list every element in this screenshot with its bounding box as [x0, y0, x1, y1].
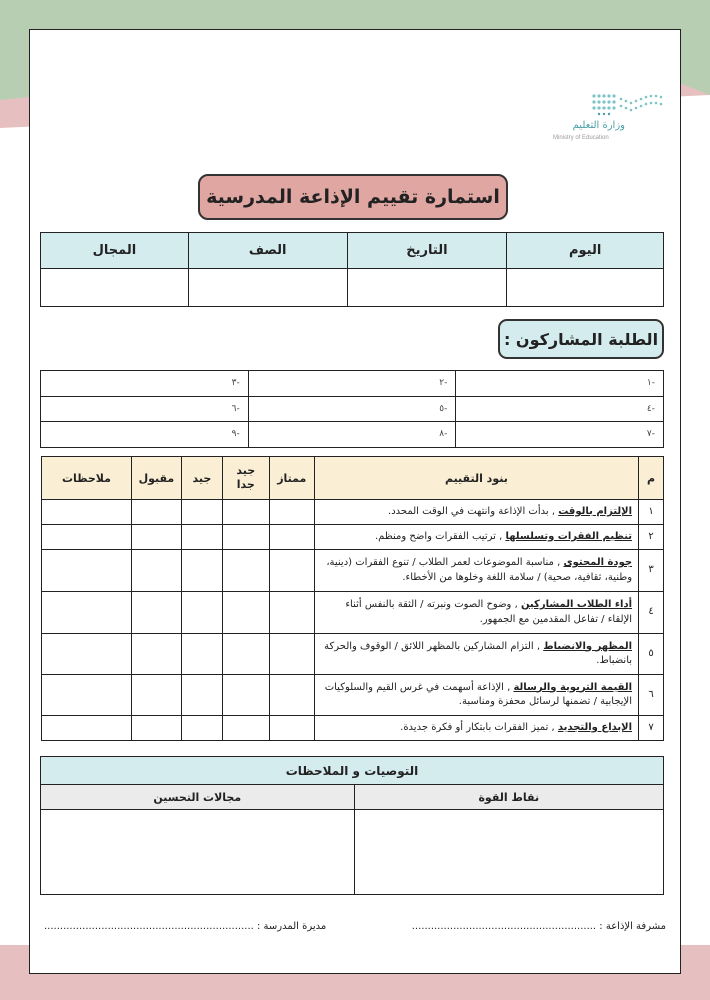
evaluation-item	[314, 550, 638, 592]
item-title: تنظيم الفقرات وتسلسلها	[505, 530, 633, 542]
field-header: المجال	[41, 233, 189, 269]
evaluation-row	[42, 716, 664, 741]
evaluation-row	[42, 634, 664, 675]
item-text: , بدأت الإذاعة وانتهت في الوقت المحدد.	[388, 505, 559, 517]
student-slot[interactable]: -٤	[456, 396, 664, 422]
evaluation-item	[314, 716, 638, 741]
evaluation-item	[314, 525, 638, 550]
excellent-cell[interactable]	[269, 634, 314, 675]
supervisor-signature[interactable]: مشرفة الإذاعة : ..........................................................	[411, 921, 666, 932]
evaluation-row	[42, 592, 664, 634]
notes-cell[interactable]	[42, 675, 132, 716]
date-cell[interactable]	[347, 269, 507, 307]
very-good-cell[interactable]	[222, 525, 269, 550]
item-text: , مناسبة الموضوعات لعمر الطلاب / تنوع الفقرات (دينية، وطنية، ثقافية، صحية) / سلامة اللغة وخلوها من الأخطاء.	[326, 557, 633, 583]
info-table	[40, 232, 664, 307]
excellent-cell[interactable]	[269, 716, 314, 741]
students-row	[41, 371, 664, 397]
very-good-header	[222, 457, 269, 500]
good-cell[interactable]	[181, 525, 222, 550]
excellent-cell[interactable]	[269, 525, 314, 550]
evaluation-item	[314, 500, 638, 525]
acceptable-cell[interactable]	[131, 550, 181, 592]
row-number: ٣	[639, 550, 664, 592]
student-slot[interactable]: -٣	[41, 371, 249, 397]
form-title: استمارة تقييم الإذاعة المدرسية	[198, 174, 508, 220]
notes-cell[interactable]	[42, 500, 132, 525]
very-good-cell[interactable]	[222, 716, 269, 741]
students-row	[41, 396, 664, 422]
evaluation-row	[42, 500, 664, 525]
student-slot[interactable]: -٨	[248, 422, 456, 448]
day-cell[interactable]	[507, 269, 664, 307]
student-slot[interactable]: -٥	[248, 396, 456, 422]
evaluation-item	[314, 675, 638, 716]
good-cell[interactable]	[181, 634, 222, 675]
evaluation-row	[42, 550, 664, 592]
excellent-header: ممتاز	[269, 457, 314, 500]
ministry-name-en: Ministry of Education	[553, 135, 609, 141]
item-title: القيمة التربوية والرسالة	[513, 681, 633, 693]
row-number: ١	[639, 500, 664, 525]
item-title: الإلتزام بالوقت	[558, 505, 633, 517]
row-number: ٤	[639, 592, 664, 634]
acceptable-cell[interactable]	[131, 525, 181, 550]
class-cell[interactable]	[188, 269, 347, 307]
very-good-cell[interactable]	[222, 634, 269, 675]
recommendations-title-row	[41, 757, 664, 785]
recommendations-body-row	[41, 810, 664, 895]
acceptable-cell[interactable]	[131, 634, 181, 675]
very-good-cell[interactable]	[222, 500, 269, 525]
row-number: ٢	[639, 525, 664, 550]
notes-cell[interactable]	[42, 550, 132, 592]
student-slot[interactable]: -٧	[456, 422, 664, 448]
good-cell[interactable]	[181, 675, 222, 716]
evaluation-row	[42, 675, 664, 716]
student-slot[interactable]: -٦	[41, 396, 249, 422]
good-header: جيد	[181, 457, 222, 500]
very-good-header-label: جيد جدا	[236, 463, 256, 491]
info-table-header-row	[41, 233, 664, 269]
good-cell[interactable]	[181, 500, 222, 525]
item-text: , تميز الفقرات بابتكار أو فكرة جديدة.	[400, 721, 558, 733]
recommendations-table	[40, 756, 664, 895]
item-text: , التزام المشاركين بالمظهر اللائق / الوقوف والحركة بانضباط.	[324, 640, 633, 666]
acceptable-header: مقبول	[131, 457, 181, 500]
good-cell[interactable]	[181, 592, 222, 634]
acceptable-cell[interactable]	[131, 675, 181, 716]
info-table-input-row	[41, 269, 664, 307]
very-good-cell[interactable]	[222, 675, 269, 716]
acceptable-cell[interactable]	[131, 500, 181, 525]
evaluation-header-row	[42, 457, 664, 500]
excellent-cell[interactable]	[269, 592, 314, 634]
recommendations-subheader-row	[41, 785, 664, 810]
principal-signature[interactable]: مديرة المدرسة : ..................................................................	[44, 921, 327, 932]
evaluation-item	[314, 592, 638, 634]
date-header: التاريخ	[347, 233, 507, 269]
evaluation-table	[41, 456, 664, 741]
students-row	[41, 422, 664, 448]
student-slot[interactable]: -٩	[41, 422, 249, 448]
row-number: ٥	[639, 634, 664, 675]
acceptable-cell[interactable]	[131, 592, 181, 634]
item-text: , ترتيب الفقرات واضح ومنظم.	[375, 530, 506, 542]
students-table	[40, 370, 664, 448]
participating-students-label: الطلبة المشاركون :	[498, 319, 664, 359]
excellent-cell[interactable]	[269, 500, 314, 525]
good-cell[interactable]	[181, 716, 222, 741]
item-header: بنود التقييم	[314, 457, 638, 500]
item-text: , وضوح الصوت ونبرته / الثقة بالنفس أثناء الإلقاء / تفاعل المقدمين مع الجمهور.	[345, 599, 633, 625]
notes-cell[interactable]	[42, 634, 132, 675]
day-header: اليوم	[507, 233, 664, 269]
row-number: ٦	[639, 675, 664, 716]
ministry-logo-icon	[591, 92, 663, 116]
ministry-logo	[553, 92, 663, 148]
row-number: ٧	[639, 716, 664, 741]
very-good-cell[interactable]	[222, 550, 269, 592]
signatures	[44, 921, 666, 932]
item-title: الإبداع والتجديد	[557, 721, 633, 733]
ministry-name-ar: وزارة التعليم	[572, 120, 625, 131]
student-slot[interactable]: -١	[456, 371, 664, 397]
evaluation-row	[42, 525, 664, 550]
class-header: الصف	[188, 233, 347, 269]
item-text: , الإذاعة أسهمت في غرس القيم والسلوكيات الإيجابية / تضمنها لرسائل محفزة ومناسبة.	[324, 681, 633, 707]
recommendations-title: التوصيات و الملاحظات	[41, 757, 664, 785]
notes-cell[interactable]	[42, 525, 132, 550]
very-good-cell[interactable]	[222, 592, 269, 634]
notes-header: ملاحظات	[42, 457, 132, 500]
excellent-cell[interactable]	[269, 550, 314, 592]
acceptable-cell[interactable]	[131, 716, 181, 741]
student-slot[interactable]: -٢	[248, 371, 456, 397]
strengths-cell[interactable]	[354, 810, 663, 895]
item-title: المظهر والانضباط	[543, 640, 633, 652]
evaluation-item	[314, 634, 638, 675]
notes-cell[interactable]	[42, 716, 132, 741]
field-cell[interactable]	[41, 269, 189, 307]
notes-cell[interactable]	[42, 592, 132, 634]
excellent-cell[interactable]	[269, 675, 314, 716]
strengths-header: نقاط القوة	[354, 785, 663, 810]
good-cell[interactable]	[181, 550, 222, 592]
item-title: أداء الطلاب المشاركين	[520, 599, 633, 610]
num-header: م	[639, 457, 664, 500]
improvements-header: مجالات التحسين	[41, 785, 355, 810]
improvements-cell[interactable]	[41, 810, 355, 895]
item-title: جودة المحتوى	[563, 557, 633, 568]
